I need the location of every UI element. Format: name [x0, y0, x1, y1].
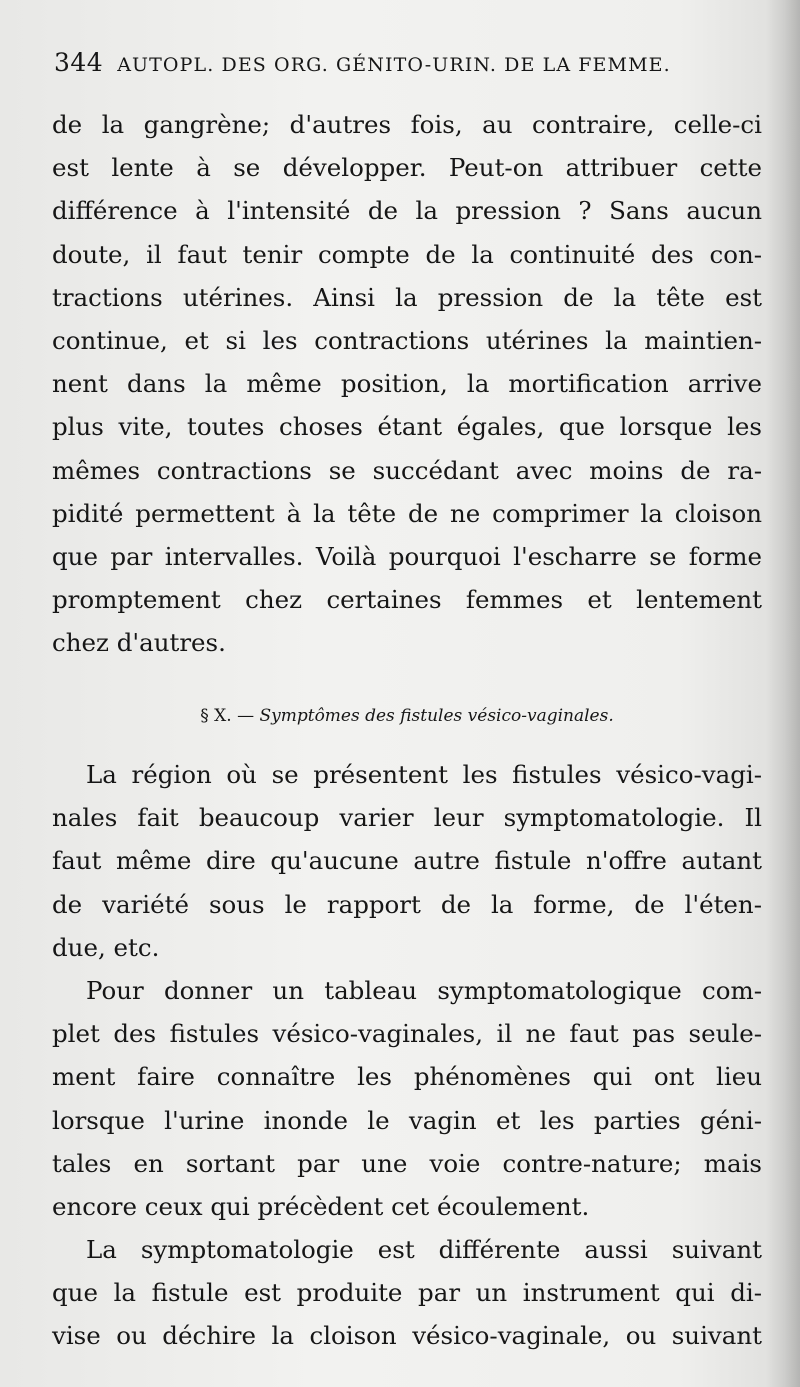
text-line: différence à l'intensité de la pression ? Sans aucun: [52, 196, 762, 226]
text-line: encore ceux qui précèdent cet écoulement.: [52, 1191, 590, 1221]
text-line: due, etc.: [52, 932, 160, 962]
text-line: continue, et si les contractions utérines la maintien-: [52, 325, 762, 355]
section-body: [52, 753, 762, 1358]
text-line: chez d'autres.: [52, 628, 226, 658]
text-line: plus vite, toutes choses étant égales, que lorsque les: [52, 412, 762, 442]
text-line: que par intervalles. Voilà pourquoi l'escharre se forme: [52, 541, 762, 571]
page-number: 344: [54, 48, 104, 77]
text-line: Pour donner un tableau symptomatologique com-: [86, 975, 762, 1005]
text-line: tales en sortant par une voie contre-nature; mais: [52, 1148, 762, 1178]
paragraph-continuation: [52, 103, 762, 664]
section-title: Symptômes des fistules vésico-vaginales.: [259, 706, 614, 726]
text-line: La région où se présentent les fistules vésico-vagi-: [86, 760, 762, 789]
text-line: que la fistule est produite par un instrument qui di-: [52, 1278, 762, 1308]
text-line: lorsque l'urine inonde le vagin et les parties géni-: [52, 1105, 762, 1135]
text-line: tractions utérines. Ainsi la pression de la tête est: [52, 282, 762, 312]
text-line: faut même dire qu'aucune autre fistule n'offre autant: [52, 846, 762, 876]
text-line: vise ou déchire la cloison vésico-vaginale, ou suivant: [52, 1321, 762, 1351]
text-line: est lente à se développer. Peut-on attribuer cette: [52, 153, 762, 183]
text-line: pidité permettent à la tête de ne comprimer la cloison: [52, 498, 762, 528]
text-line: plet des fistules vésico-vaginales, il ne faut pas seule-: [52, 1019, 762, 1049]
text-line: doute, il faut tenir compte de la continuité des con-: [52, 239, 762, 269]
text-line: promptement chez certaines femmes et lentement: [52, 585, 762, 615]
text-line: ment faire connaître les phénomènes qui ont lieu: [52, 1062, 762, 1092]
section-heading: [52, 706, 762, 726]
page-edge-shadow: [766, 0, 800, 1387]
text-line: nales fait beaucoup varier leur symptomatologie. Il: [52, 803, 762, 833]
text-line: de la gangrène; d'autres fois, au contraire, celle-ci: [52, 110, 762, 139]
running-title: AUTOPL. DES ORG. GÉNITO-URIN. DE LA FEMME.: [117, 54, 671, 76]
text-line: de variété sous le rapport de la forme, de l'éten-: [52, 889, 762, 919]
text-line: mêmes contractions se succédant avec moins de ra-: [52, 455, 762, 485]
text-line: nent dans la même position, la mortification arrive: [52, 369, 762, 399]
section-marker: § X. —: [200, 706, 255, 726]
running-head: [54, 48, 754, 88]
text-line: La symptomatologie est différente aussi suivant: [86, 1235, 762, 1265]
